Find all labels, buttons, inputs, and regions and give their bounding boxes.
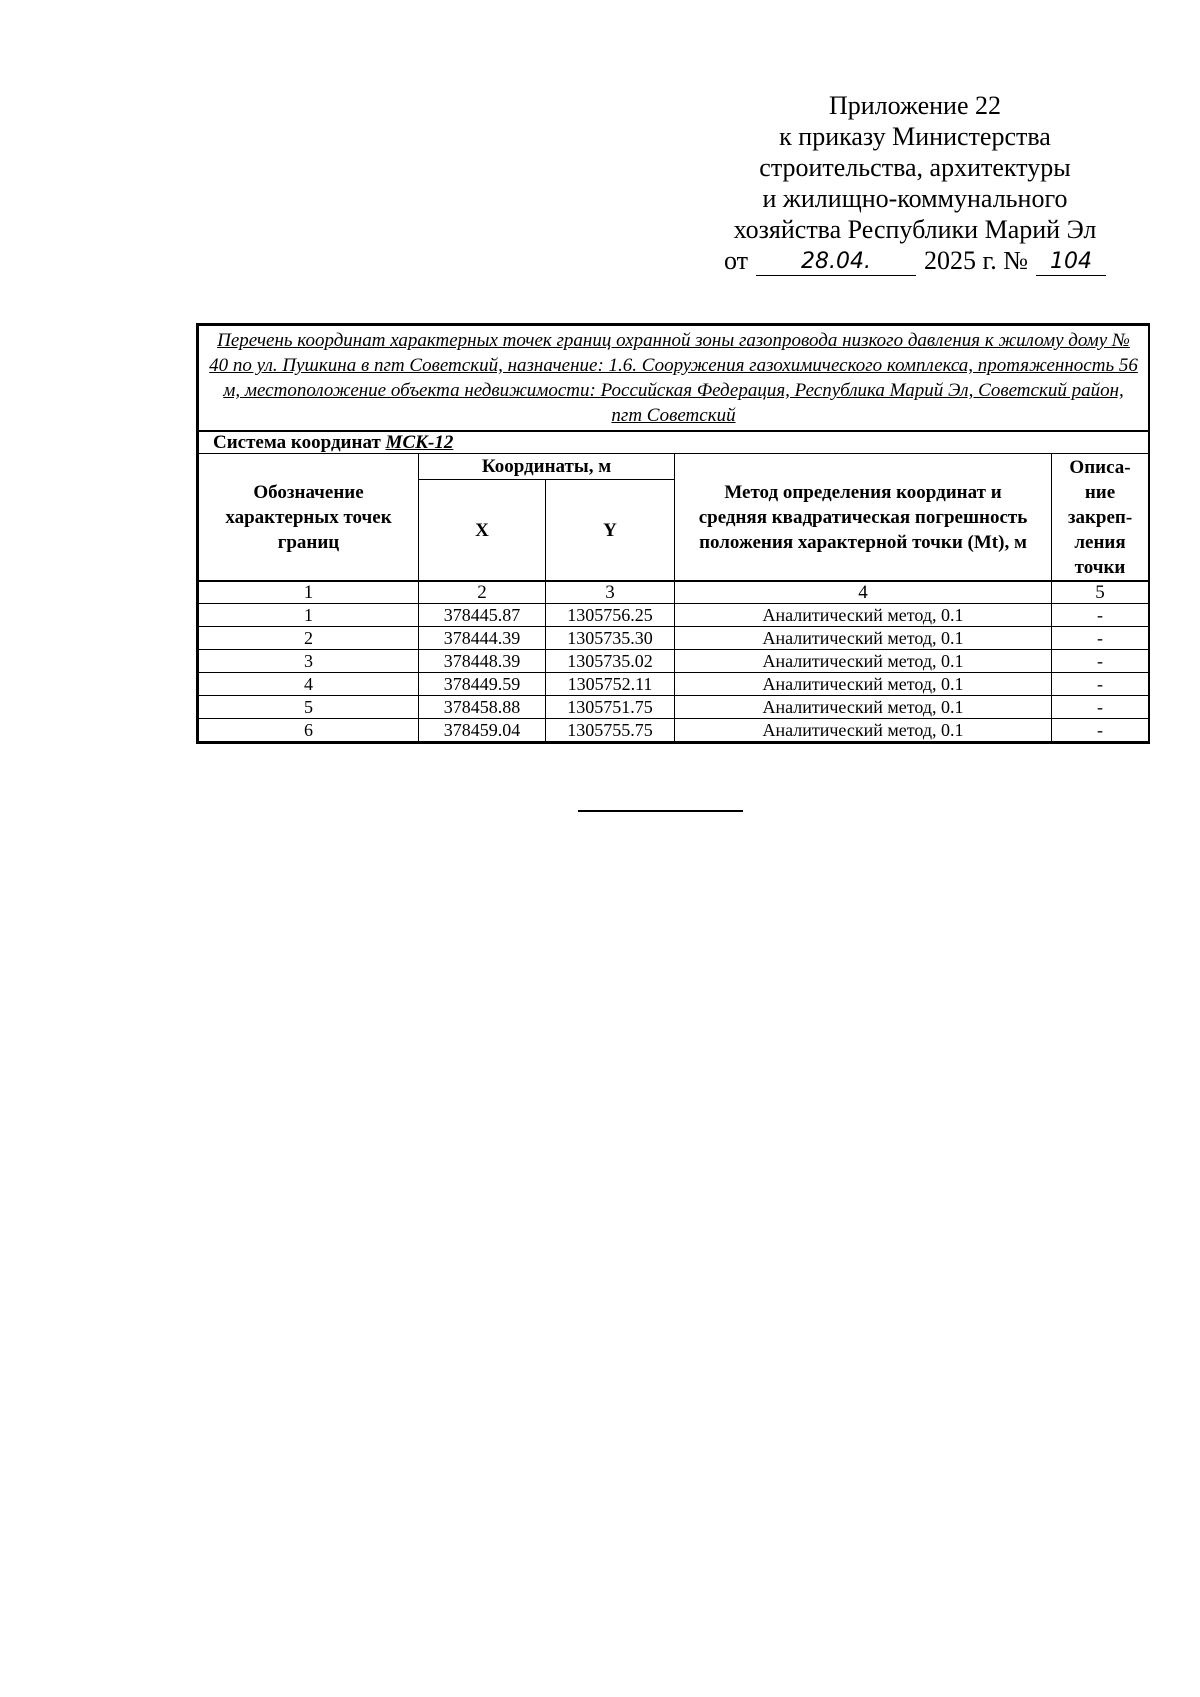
- header-description: Описа- ние закреп- ления точки: [1052, 454, 1149, 582]
- method: Аналитический метод, 0.1: [675, 696, 1052, 719]
- column-number: 3: [546, 581, 675, 604]
- table-title-row: [199, 326, 1149, 432]
- appendix-header: [680, 90, 1150, 276]
- appendix-title: Приложение 22: [828, 91, 1002, 120]
- fixation-description: -: [1052, 627, 1149, 650]
- coordinate-system: [199, 431, 1149, 454]
- order-date-line: [680, 245, 1150, 276]
- header-method: Метод определения координат и средняя квадратическая погрешность положения характерной точки (Mt), м: [675, 454, 1052, 582]
- ministry-line-1: строительства, архитектуры: [759, 153, 1071, 182]
- coord-x: 378444.39: [419, 627, 546, 650]
- coordinate-system-row: [199, 431, 1149, 454]
- coord-y: 1305756.25: [546, 604, 675, 627]
- method: Аналитический метод, 0.1: [675, 673, 1052, 696]
- header-y: Y: [546, 480, 675, 582]
- fixation-description: -: [1052, 696, 1149, 719]
- coordinates-table-frame: [196, 323, 1150, 744]
- handwritten-order-number: 104: [1036, 249, 1106, 276]
- end-divider: [578, 810, 743, 812]
- ministry-line-2: и жилищно-коммунального: [762, 184, 1068, 213]
- coordinates-table: [198, 325, 1149, 742]
- handwritten-date: 28.04.: [756, 249, 916, 276]
- point-id: 3: [199, 650, 419, 673]
- coordinate-system-value: МСК-12: [385, 432, 454, 453]
- column-number-row: [199, 581, 1149, 604]
- coord-y: 1305755.75: [546, 719, 675, 742]
- point-id: 2: [199, 627, 419, 650]
- method: Аналитический метод, 0.1: [675, 627, 1052, 650]
- fixation-description: -: [1052, 719, 1149, 742]
- fixation-description: -: [1052, 673, 1149, 696]
- year-and-number-label: 2025 г. №: [923, 246, 1029, 275]
- coord-x: 378445.87: [419, 604, 546, 627]
- fixation-description: -: [1052, 650, 1149, 673]
- coord-x: 378449.59: [419, 673, 546, 696]
- header-row-1: [199, 454, 1149, 480]
- coord-y: 1305751.75: [546, 696, 675, 719]
- table-row: [199, 627, 1149, 650]
- column-number: 1: [199, 581, 419, 604]
- coord-x: 378448.39: [419, 650, 546, 673]
- point-id: 4: [199, 673, 419, 696]
- header-x: X: [419, 480, 546, 582]
- coord-y: 1305735.30: [546, 627, 675, 650]
- table-row: [199, 650, 1149, 673]
- column-number: 2: [419, 581, 546, 604]
- column-number: 5: [1052, 581, 1149, 604]
- table-row: [199, 696, 1149, 719]
- point-id: 6: [199, 719, 419, 742]
- from-label: от: [723, 246, 748, 275]
- header-designation: Обозначение характерных точек границ: [199, 454, 419, 582]
- method: Аналитический метод, 0.1: [675, 604, 1052, 627]
- point-id: 1: [199, 604, 419, 627]
- coord-y: 1305752.11: [546, 673, 675, 696]
- order-reference: к приказу Министерства: [779, 122, 1051, 151]
- coord-y: 1305735.02: [546, 650, 675, 673]
- point-id: 5: [199, 696, 419, 719]
- column-number: 4: [675, 581, 1052, 604]
- coordinate-system-label: Система координат: [213, 432, 381, 453]
- fixation-description: -: [1052, 604, 1149, 627]
- table-row: [199, 673, 1149, 696]
- method: Аналитический метод, 0.1: [675, 650, 1052, 673]
- method: Аналитический метод, 0.1: [675, 719, 1052, 742]
- coord-x: 378458.88: [419, 696, 546, 719]
- table-row: [199, 719, 1149, 742]
- ministry-line-3: хозяйства Республики Марий Эл: [733, 215, 1097, 244]
- header-coordinates: Координаты, м: [419, 454, 675, 480]
- coord-x: 378459.04: [419, 719, 546, 742]
- table-row: [199, 604, 1149, 627]
- table-title: Перечень координат характерных точек границ охранной зоны газопровода низкого давления к жилому дому № 40 по ул. Пушкина в пгт Советский, назначение: 1.6. Сооружения газохимического комплекса, протяженность 56 м, местоположение объекта недвижимости: Российская Федерация, Республика Марий Эл, Советский район, пгт Советский: [199, 326, 1149, 432]
